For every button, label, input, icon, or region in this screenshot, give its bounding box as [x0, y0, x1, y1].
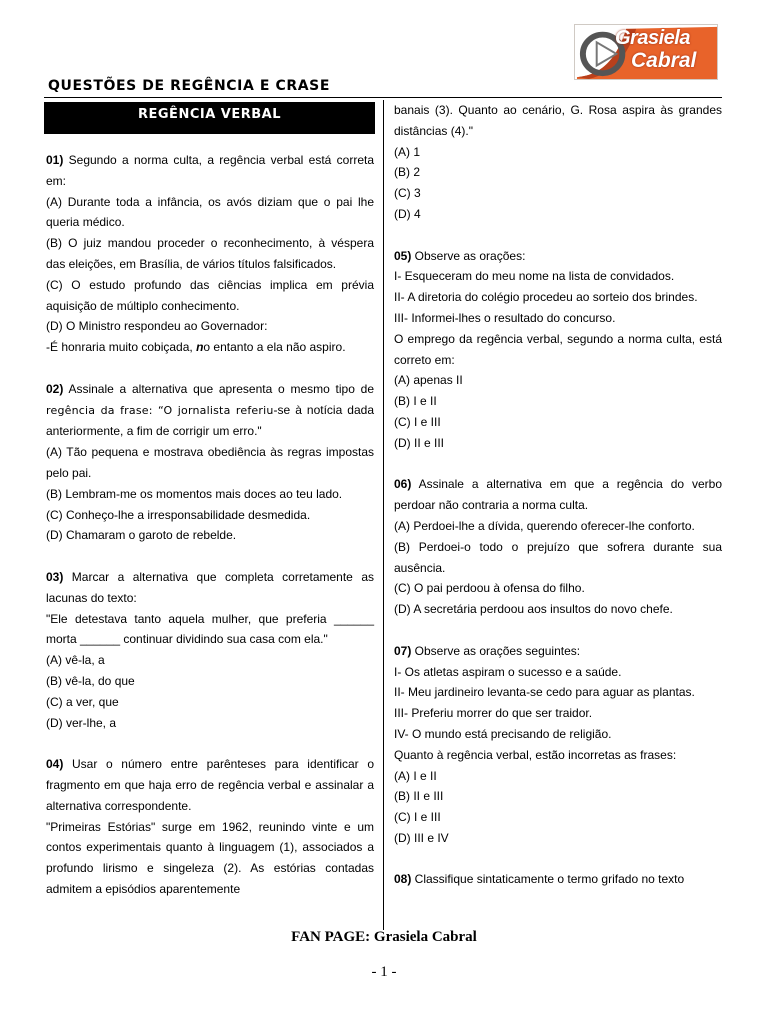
sentence-item: IV- O mundo está precisando de religião. [394, 726, 612, 741]
sentence-item: I- Os atletas aspiram o sucesso e a saúde. [394, 664, 622, 679]
option-a: (A) Tão pequena e mostrava obediência às regras impostas pelo pai. [46, 445, 374, 480]
option-a: (A) apenas II [394, 373, 463, 388]
sentence-item: II- A diretoria do colégio procedeu ao sorteio dos brindes. [394, 290, 698, 305]
question-text: Assinale a alternativa em que a regência do verbo perdoar não contraria a norma culta. [394, 477, 722, 513]
column-divider [383, 100, 384, 930]
question-number: 04) [46, 757, 64, 772]
question-05-stem [394, 246, 722, 267]
option-a: (A) Durante toda a infância, os avós diziam que o pai lhe queria médico. [46, 194, 374, 230]
option-d: (D) III e IV [394, 830, 449, 845]
section-header: REGÊNCIA VERBAL [44, 102, 375, 134]
option-a: (A) I e II [394, 768, 437, 783]
option-b: (B) II e III [394, 789, 444, 804]
option-d: (D) O Ministro respondeu ao Governador: [46, 319, 268, 334]
question-text: Usar o número entre parênteses para identificar o fragmento em que haja erro de regência verbal e assinalar a alternativa correspondente. [46, 757, 374, 813]
option-c: (C) Conheço-lhe a irresponsabilidade desmedida. [46, 507, 311, 522]
question-number: 01) [46, 153, 64, 167]
question-text: Assinale a alternativa que apresenta o mesmo tipo de [63, 381, 374, 396]
question-number: 05) [394, 248, 412, 263]
option-d: (D) ver-lhe, a [46, 715, 117, 730]
question-text: regência da frase: “O jornalista referiu [46, 403, 274, 417]
question-number: 06) [394, 477, 412, 492]
question-number: 03) [46, 569, 64, 584]
question-prompt: Quanto à regência verbal, estão incorretas as frases: [394, 747, 677, 762]
question-text: Segundo a norma culta, a regência verbal está correta em: [46, 153, 374, 188]
option-d: (D) Chamaram o garoto de rebelde. [46, 528, 237, 543]
option-c: (C) 3 [394, 186, 421, 201]
question-prompt: O emprego da regência verbal, segundo a norma culta, está correto em: [394, 331, 722, 367]
option-a: (A) vê-la, a [46, 653, 105, 668]
quote-text: o entanto a ela não aspiro. [203, 340, 346, 355]
option-c: (C) I e III [394, 810, 441, 825]
question-text: Observe as orações seguintes: [411, 643, 581, 658]
option-a: (A) 1 [394, 144, 421, 159]
option-b: (B) Perdoei-o todo o prejuízo que sofrera durante sua ausência. [394, 539, 722, 575]
question-text: -se à notícia dada anteriormente, a fim de corrigir um erro." [46, 402, 374, 439]
left-column [46, 150, 374, 900]
option-b: (B) I e II [394, 394, 437, 409]
question-number: 08) [394, 872, 412, 887]
question-08-stem [394, 869, 722, 890]
question-number: 02) [46, 381, 64, 396]
sentence-item: III- Preferiu morrer do que ser traidor. [394, 706, 593, 721]
sentence-item: III- Informei-lhes o resultado do concurso. [394, 310, 616, 325]
question-03-stem [46, 567, 374, 609]
footer-fan-page: FAN PAGE: Grasiela Cabral [291, 929, 477, 945]
option-b: (B) vê-la, do que [46, 673, 135, 688]
option-c: (C) O pai perdoou à ofensa do filho. [394, 581, 585, 596]
right-column [394, 100, 722, 890]
option-b: (B) O juiz mandou proceder o reconhecimento, à véspera das eleições, em Brasília, de vários títulos falsificados. [46, 236, 374, 271]
option-c: (C) O estudo profundo das ciências implica em prévia aquisição de múltiplo conhecimento. [46, 277, 374, 313]
option-b: (B) Lembram-me os momentos mais doces ao teu lado. [46, 486, 343, 501]
option-c: (C) a ver, que [46, 694, 119, 709]
question-text: Observe as orações: [411, 248, 526, 263]
question-02-stem [46, 379, 374, 442]
logo-text-first: Grasiela [615, 27, 690, 49]
option-d: (D) A secretária perdoou aos insultos do novo chefe. [394, 602, 673, 617]
logo-text-second: Cabral [631, 49, 697, 72]
question-07-stem [394, 641, 722, 662]
question-number: 07) [394, 643, 412, 658]
sentence-item: II- Meu jardineiro levanta-se cedo para aguar as plantas. [394, 685, 695, 700]
option-d: (D) II e III [394, 435, 445, 450]
question-03-quote: "Ele detestava tanto aquela mulher, que preferia ______ morta ______ continuar dividindo sua casa com ela." [46, 611, 374, 647]
question-04-quote-continuation: banais (3). Quanto ao cenário, G. Rosa aspira às grandes distâncias (4)." [394, 103, 722, 138]
emphasized-letter: n [196, 340, 204, 355]
question-06-stem [394, 474, 722, 516]
option-c: (C) I e III [394, 414, 441, 429]
page-number: - 1 - [371, 964, 397, 980]
question-04-stem [46, 754, 374, 816]
sentence-item: I- Esqueceram do meu nome na lista de convidados. [394, 269, 675, 284]
option-a: (A) Perdoei-lhe a dívida, querendo oferecer-lhe conforto. [394, 518, 695, 533]
question-04-quote: "Primeiras Estórias" surge em 1962, reunindo vinte e um contos experimentais quanto à linguagem (1), associados a profundo lirismo e singeleza (2). As estórias contadas admitem a episódios aparentemente [46, 819, 374, 896]
option-d-continuation [46, 337, 374, 358]
document-title: QUESTÕES DE REGÊNCIA E CRASE [48, 78, 331, 94]
question-text: Classifique sintaticamente o termo grifado no texto [411, 872, 685, 887]
question-01-stem [46, 150, 374, 192]
brand-logo [574, 24, 718, 80]
option-b: (B) 2 [394, 165, 421, 180]
option-d: (D) 4 [394, 206, 421, 221]
question-text: Marcar a alternativa que completa corretamente as lacunas do texto: [46, 569, 374, 605]
quote-text: -É honraria muito cobiçada, [46, 340, 197, 355]
title-underline [44, 97, 722, 98]
